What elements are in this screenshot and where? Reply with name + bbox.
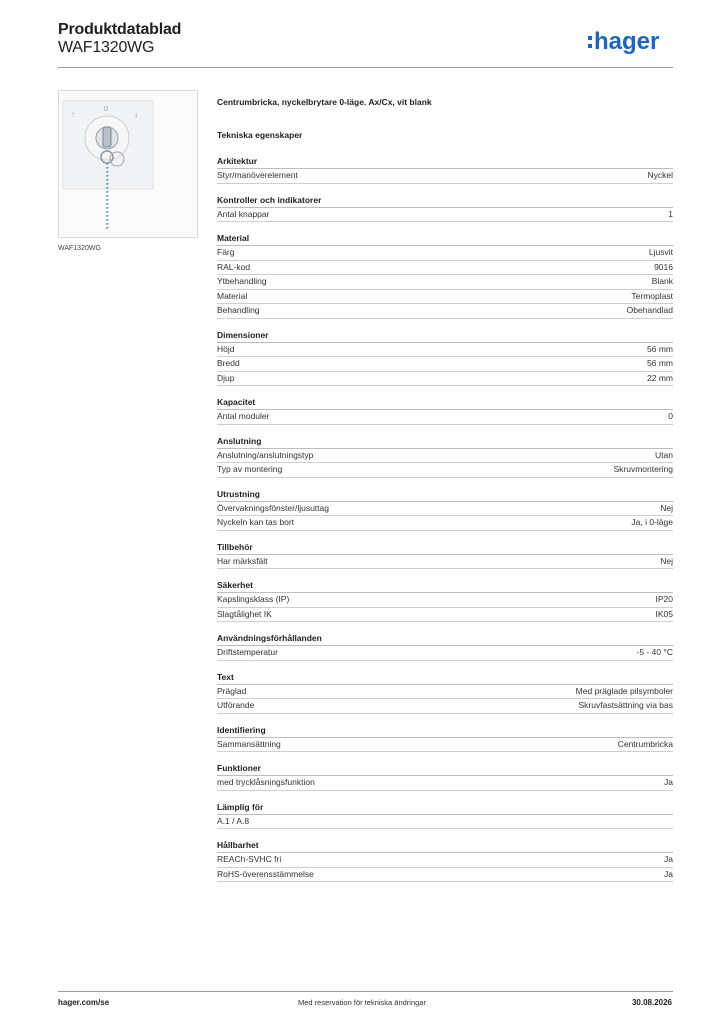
property-group (217, 435, 673, 478)
property-label: Kapslingsklass (IP) (217, 594, 290, 604)
property-value: 56 mm (647, 343, 673, 354)
property-group (217, 541, 673, 570)
hager-logo (588, 26, 678, 58)
property-group (217, 839, 673, 882)
group-title: Hållbarhet (217, 839, 673, 853)
property-value: 0 (668, 411, 673, 421)
group-title: Säkerhet (217, 579, 673, 593)
property-group (217, 724, 673, 753)
property-row (217, 868, 673, 883)
property-value: 22 mm (647, 372, 673, 383)
property-row (217, 357, 673, 372)
property-value: Ja (664, 777, 673, 787)
property-group (217, 488, 673, 531)
group-title: Text (217, 671, 673, 685)
property-label: Bredd (217, 358, 240, 368)
svg-text:↑: ↑ (71, 110, 75, 119)
property-group (217, 801, 673, 830)
property-row (217, 815, 673, 830)
property-value: -5 - 40 °C (636, 647, 673, 657)
property-row (217, 699, 673, 714)
property-value: Nej (660, 555, 673, 566)
property-row (217, 593, 673, 608)
property-label: Antal knappar (217, 208, 270, 219)
property-value: Skruvfastsättning via bas (578, 700, 673, 710)
property-label: Utförande (217, 700, 255, 710)
property-value: Nyckel (647, 170, 673, 180)
property-label: med trycklåsningsfunktion (217, 777, 315, 787)
property-value: Blank (651, 276, 673, 286)
property-label: Behandling (217, 305, 260, 315)
property-row (217, 290, 673, 305)
property-label: Sammansättning (217, 738, 281, 749)
property-row (217, 208, 673, 223)
group-title: Dimensioner (217, 329, 673, 343)
property-row (217, 372, 673, 387)
property-value: Ja (664, 854, 673, 864)
property-label: Anslutning/anslutningstyp (217, 449, 314, 460)
section-heading: Tekniska egenskaper (217, 130, 303, 140)
group-title: Tillbehör (217, 541, 673, 555)
property-group (217, 632, 673, 661)
property-label: RoHS-överensstämmelse (217, 868, 314, 879)
property-label: Styr/manöverelement (217, 170, 298, 180)
property-row (217, 738, 673, 753)
property-group (217, 671, 673, 714)
property-row (217, 463, 673, 478)
property-label: Antal moduler (217, 411, 270, 421)
property-label: Präglad (217, 685, 247, 696)
product-code: WAF1320WG (58, 39, 155, 56)
property-row (217, 304, 673, 319)
logo-text: hager (594, 28, 660, 55)
footer-date: 30.08.2026 (631, 998, 672, 1007)
property-row (217, 608, 673, 623)
property-label: Har märksfält (217, 555, 268, 566)
group-title: Kapacitet (217, 396, 673, 410)
property-value: Nej (660, 502, 673, 513)
svg-text:0: 0 (104, 106, 108, 113)
property-value: Utan (655, 449, 673, 460)
group-title: Kontroller och indikatorer (217, 194, 673, 208)
property-row (217, 261, 673, 276)
property-group (217, 579, 673, 622)
header-divider (58, 67, 673, 68)
property-group (217, 329, 673, 387)
property-label: REACh-SVHC fri (217, 854, 282, 864)
property-label: Djup (217, 372, 235, 383)
property-value: IP20 (655, 594, 673, 604)
property-value: Centrumbricka (617, 738, 673, 749)
footer-divider (58, 991, 673, 992)
property-value: Ja (664, 868, 673, 879)
property-value: Obehandlad (626, 305, 673, 315)
property-label: Höjd (217, 343, 235, 354)
property-label: Typ av montering (217, 464, 283, 474)
property-label: Färg (217, 247, 235, 257)
group-title: Arkitektur (217, 155, 673, 169)
property-row (217, 246, 673, 261)
image-caption: WAF1320WG (58, 245, 101, 252)
product-description: Centrumbricka, nyckelbrytare 0-läge. Ax/Cx, vit blank (217, 97, 432, 107)
property-row (217, 516, 673, 531)
property-group (217, 194, 673, 223)
property-value: 56 mm (647, 358, 673, 368)
group-title: Lämplig för (217, 801, 673, 815)
property-value: 1 (668, 208, 673, 219)
property-value: Termoplast (631, 290, 673, 301)
property-label: Material (217, 290, 248, 301)
group-title: Identifiering (217, 724, 673, 738)
properties-table (217, 155, 673, 892)
property-row (217, 410, 673, 425)
page-title: Produktdatablad (58, 21, 182, 38)
property-group (217, 155, 673, 184)
property-value: Med präglade pilsymboler (575, 685, 673, 696)
property-value: 9016 (654, 261, 673, 272)
property-label: Nyckeln kan tas bort (217, 517, 295, 527)
property-row (217, 853, 673, 868)
property-label: A.1 / A.8 (217, 815, 250, 826)
property-group (217, 232, 673, 319)
property-label: Ytbehandling (217, 276, 267, 286)
footer-disclaimer: Med reservation för tekniska ändringar (298, 998, 426, 1007)
property-value: Ja, i 0-läge (631, 517, 673, 527)
svg-text:↓: ↓ (134, 110, 138, 119)
group-title: Utrustning (217, 488, 673, 502)
property-label: Slagtålighet IK (217, 608, 272, 619)
group-title: Material (217, 232, 673, 246)
property-row (217, 169, 673, 184)
property-row (217, 449, 673, 464)
property-label: Driftstemperatur (217, 647, 278, 657)
property-row (217, 555, 673, 570)
property-row (217, 343, 673, 358)
group-title: Funktioner (217, 762, 673, 776)
footer-website: hager.com/se (58, 998, 110, 1007)
property-label: RAL-kod (217, 261, 251, 272)
property-group (217, 762, 673, 791)
property-value: IK05 (655, 608, 673, 619)
property-row (217, 502, 673, 517)
group-title: Anslutning (217, 435, 673, 449)
property-value: Ljusvit (648, 247, 673, 257)
property-row (217, 646, 673, 661)
group-title: Användningsförhållanden (217, 632, 673, 646)
property-value: Skruvmontering (613, 464, 673, 474)
product-image (58, 90, 198, 238)
property-group (217, 396, 673, 425)
property-row (217, 685, 673, 700)
property-row (217, 776, 673, 791)
property-row (217, 275, 673, 290)
property-label: Övervakningsfönster/ljusuttag (217, 502, 329, 513)
